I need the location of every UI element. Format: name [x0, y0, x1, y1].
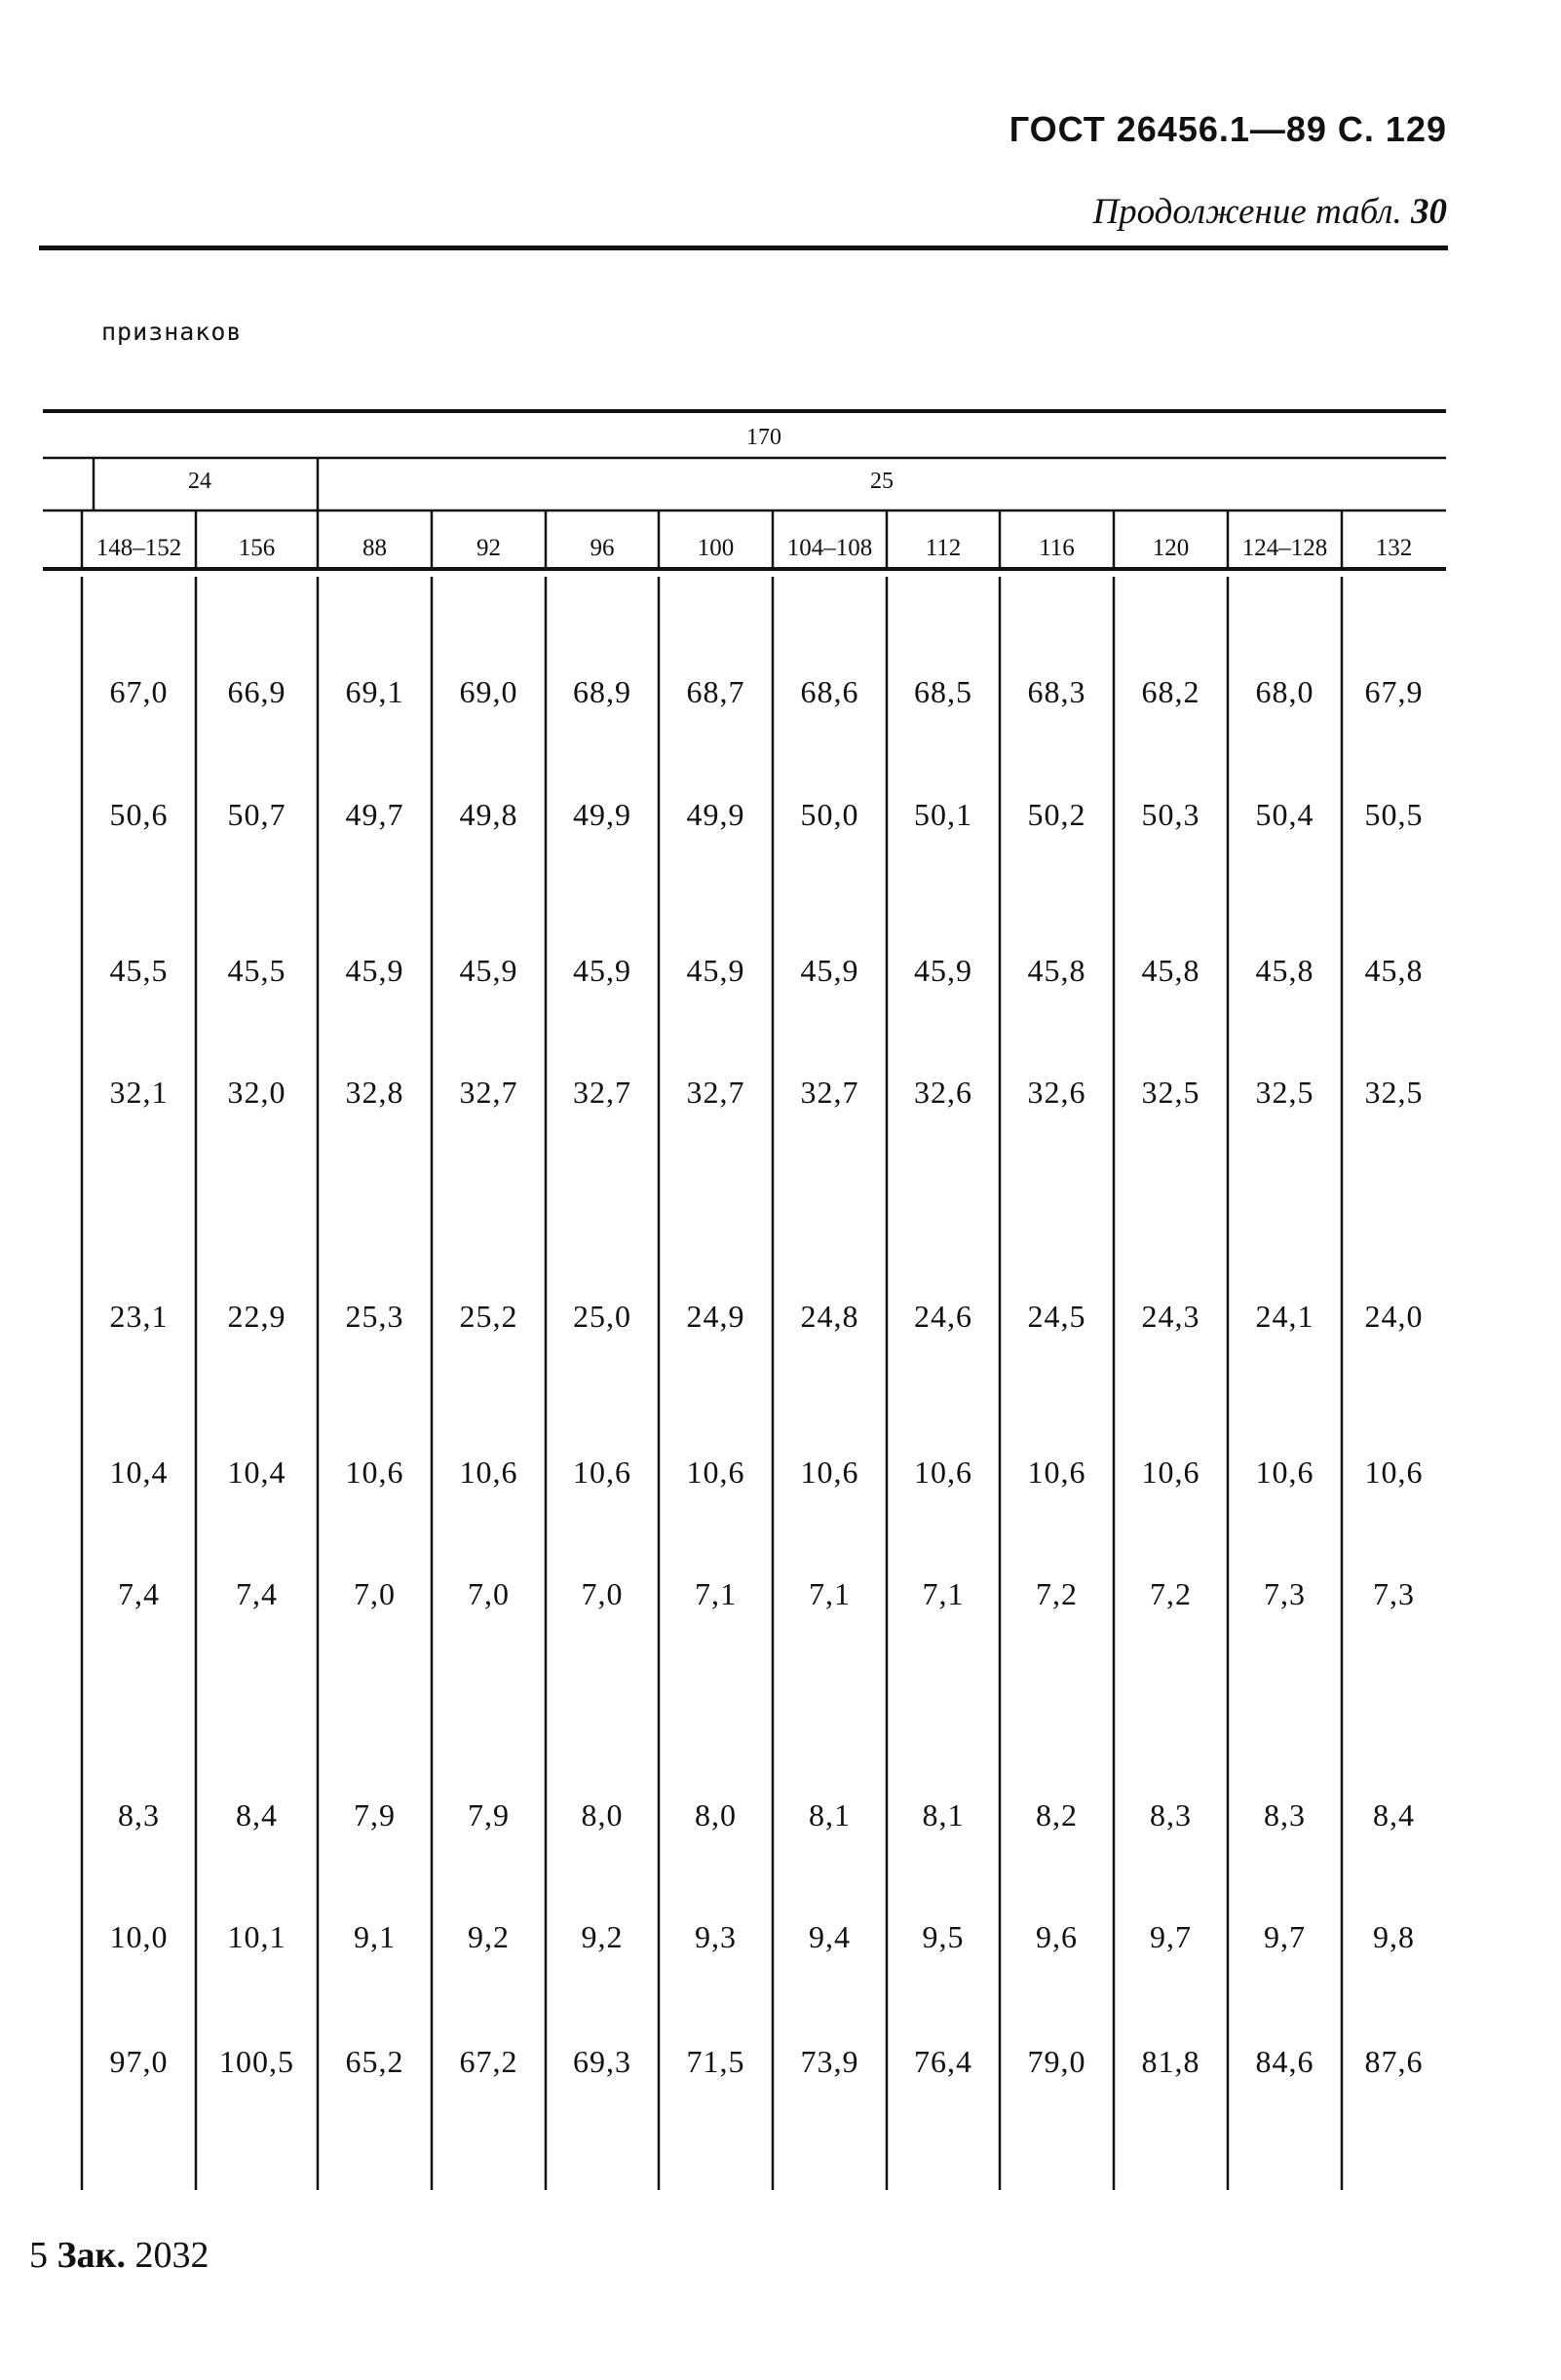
table-cell: 50,2 — [1027, 797, 1086, 832]
table-cell: 10,4 — [227, 1454, 286, 1490]
table-cell: 9,7 — [1150, 1919, 1192, 1954]
table-cell: 8,0 — [581, 1797, 624, 1832]
table-cell: 67,0 — [109, 674, 169, 709]
table-cell: 8,1 — [922, 1797, 965, 1832]
table-cell: 49,8 — [459, 797, 518, 832]
continuation-table-number: 30 — [1411, 192, 1447, 232]
table-cell: 24,0 — [1364, 1299, 1424, 1334]
group-header-170: 170 — [746, 425, 781, 450]
table-cell: 32,6 — [1027, 1075, 1086, 1110]
document-reference: ГОСТ 26456.1—89 С. 129 — [1009, 109, 1447, 149]
table-cell: 9,7 — [1264, 1919, 1306, 1954]
column-header: 124–128 — [1241, 535, 1328, 561]
table-cell: 68,9 — [573, 674, 631, 709]
table-cell: 7,1 — [922, 1576, 965, 1611]
table-cell: 7,1 — [695, 1576, 737, 1611]
table-cell: 7,1 — [809, 1576, 851, 1611]
column-header: 132 — [1375, 535, 1413, 561]
table-cell: 50,4 — [1255, 797, 1314, 832]
table-cell: 32,7 — [573, 1075, 631, 1110]
table-cell: 45,8 — [1141, 953, 1200, 988]
table-cell: 7,2 — [1036, 1576, 1078, 1611]
column-header: 112 — [925, 535, 962, 561]
table-cell: 23,1 — [109, 1299, 169, 1334]
table-cell: 68,7 — [686, 674, 745, 709]
column-header: 100 — [697, 535, 735, 561]
table-cell: 10,6 — [459, 1454, 518, 1490]
table-cell: 7,9 — [354, 1797, 396, 1832]
table-header — [96, 425, 1413, 561]
table-cell: 45,8 — [1364, 953, 1424, 988]
table-cell: 69,3 — [573, 2044, 631, 2079]
table-cell: 45,9 — [914, 953, 972, 988]
table-cell: 24,3 — [1141, 1299, 1200, 1334]
table-cell: 45,5 — [109, 953, 169, 988]
table-cell: 24,9 — [686, 1299, 745, 1334]
column-header: 116 — [1039, 535, 1075, 561]
table-cell: 50,7 — [227, 797, 286, 832]
table-cell: 68,3 — [1027, 674, 1086, 709]
table-cell: 7,0 — [468, 1576, 510, 1611]
table-cell: 9,3 — [695, 1919, 737, 1954]
table-cell: 10,6 — [1141, 1454, 1200, 1490]
table-cell: 76,4 — [914, 2044, 972, 2079]
table-cell: 71,5 — [686, 2044, 745, 2079]
table-cell: 9,2 — [581, 1919, 624, 1954]
table-cell: 32,0 — [227, 1075, 286, 1110]
column-header: 120 — [1152, 535, 1190, 561]
table-cell: 45,8 — [1027, 953, 1086, 988]
table-cell: 49,9 — [573, 797, 631, 832]
table-cell: 81,8 — [1141, 2044, 1200, 2079]
subgroup-header-25: 25 — [870, 469, 894, 494]
table-cell: 7,4 — [236, 1576, 278, 1611]
table-cell: 67,9 — [1364, 674, 1424, 709]
table-cell: 7,4 — [118, 1576, 160, 1611]
table-cell: 10,6 — [1027, 1454, 1086, 1490]
table-cell: 45,9 — [800, 953, 859, 988]
table-cell: 45,9 — [573, 953, 631, 988]
table-cell: 8,4 — [1373, 1797, 1415, 1832]
table-cell: 97,0 — [109, 2044, 169, 2079]
table-cell: 9,6 — [1036, 1919, 1078, 1954]
column-header: 96 — [590, 535, 615, 561]
table-cell: 73,9 — [800, 2044, 859, 2079]
table-cell: 9,4 — [809, 1919, 851, 1954]
table-cell: 7,0 — [354, 1576, 396, 1611]
column-header: 148–152 — [95, 535, 182, 561]
table-cell: 10,6 — [1364, 1454, 1424, 1490]
table-cell: 7,3 — [1264, 1576, 1306, 1611]
table-cell: 68,5 — [914, 674, 972, 709]
table-cell: 32,7 — [800, 1075, 859, 1110]
table-cell: 22,9 — [227, 1299, 286, 1334]
column-header: 104–108 — [786, 535, 873, 561]
table-cell: 9,8 — [1373, 1919, 1415, 1954]
table-cell: 8,4 — [236, 1797, 278, 1832]
table-cell: 25,3 — [345, 1299, 404, 1334]
table-cell: 10,1 — [227, 1919, 286, 1954]
table-cell: 45,5 — [227, 953, 286, 988]
table-cell: 24,6 — [914, 1299, 972, 1334]
table-cell: 100,5 — [219, 2044, 294, 2079]
table-cell: 8,3 — [118, 1797, 160, 1832]
table-cell: 45,9 — [459, 953, 518, 988]
table-cell: 50,3 — [1141, 797, 1200, 832]
table-cell: 45,9 — [345, 953, 404, 988]
table-cell: 50,1 — [914, 797, 972, 832]
table-cell: 32,5 — [1364, 1075, 1424, 1110]
table-cell: 10,6 — [914, 1454, 972, 1490]
table-cell: 25,2 — [459, 1299, 518, 1334]
table-cell: 10,6 — [686, 1454, 745, 1490]
table-cell: 8,0 — [695, 1797, 737, 1832]
table-cell: 24,8 — [800, 1299, 859, 1334]
table-cell: 68,2 — [1141, 674, 1200, 709]
table-cell: 49,7 — [345, 797, 404, 832]
table-cell: 32,5 — [1141, 1075, 1200, 1110]
table-cell: 50,5 — [1364, 797, 1424, 832]
table-cell: 65,2 — [345, 2044, 404, 2079]
table-cell: 79,0 — [1027, 2044, 1086, 2079]
table-cell: 10,0 — [109, 1919, 169, 1954]
table-cell: 9,1 — [354, 1919, 396, 1954]
column-header: 92 — [476, 535, 501, 561]
footer-order-label: Зак. — [57, 2235, 126, 2276]
column-header: 88 — [362, 535, 387, 561]
table-cell: 10,6 — [1255, 1454, 1314, 1490]
table-cell: 8,1 — [809, 1797, 851, 1832]
table-cell: 32,5 — [1255, 1075, 1314, 1110]
table-cell: 50,0 — [800, 797, 859, 832]
table-cell: 68,0 — [1255, 674, 1314, 709]
table-cell: 24,1 — [1255, 1299, 1314, 1334]
table-cell: 10,6 — [345, 1454, 404, 1490]
table-cell: 8,3 — [1150, 1797, 1192, 1832]
table-cell: 84,6 — [1255, 2044, 1314, 2079]
table-cell: 45,9 — [686, 953, 745, 988]
table-cell: 9,5 — [922, 1919, 965, 1954]
table-cell: 32,8 — [345, 1075, 404, 1110]
table-cell: 32,7 — [459, 1075, 518, 1110]
column-header: 156 — [238, 535, 276, 561]
footer-order-number: 2032 — [134, 2235, 209, 2276]
table-cell: 32,6 — [914, 1075, 972, 1110]
footer-page-number: 5 — [29, 2235, 48, 2276]
table-cell: 10,4 — [109, 1454, 169, 1490]
table-cell: 7,0 — [581, 1576, 624, 1611]
table-cell: 87,6 — [1364, 2044, 1424, 2079]
table-cell: 45,8 — [1255, 953, 1314, 988]
row-label-fragment: признаков — [101, 318, 243, 346]
table-cell: 49,9 — [686, 797, 745, 832]
table-cell: 7,3 — [1373, 1576, 1415, 1611]
table-body — [110, 674, 1424, 2079]
table-cell: 7,9 — [468, 1797, 510, 1832]
table-cell: 68,6 — [800, 674, 859, 709]
table-cell: 7,2 — [1150, 1576, 1192, 1611]
continuation-prefix: Продолжение табл. — [1092, 192, 1411, 232]
table-cell: 32,7 — [686, 1075, 745, 1110]
table-cell: 24,5 — [1027, 1299, 1086, 1334]
table-cell: 69,1 — [345, 674, 404, 709]
page-footer — [29, 2234, 209, 2277]
table-cell: 25,0 — [573, 1299, 631, 1334]
table-cell: 10,6 — [800, 1454, 859, 1490]
table-cell: 9,2 — [468, 1919, 510, 1954]
table-cell: 8,2 — [1036, 1797, 1078, 1832]
table-cell: 32,1 — [109, 1075, 169, 1110]
table-cell: 67,2 — [459, 2044, 518, 2079]
table-cell: 10,6 — [573, 1454, 631, 1490]
table-cell: 66,9 — [227, 674, 286, 709]
table-cell: 50,6 — [109, 797, 169, 832]
subgroup-header-24: 24 — [188, 469, 211, 494]
table-cell: 69,0 — [459, 674, 518, 709]
table-cell: 8,3 — [1264, 1797, 1306, 1832]
